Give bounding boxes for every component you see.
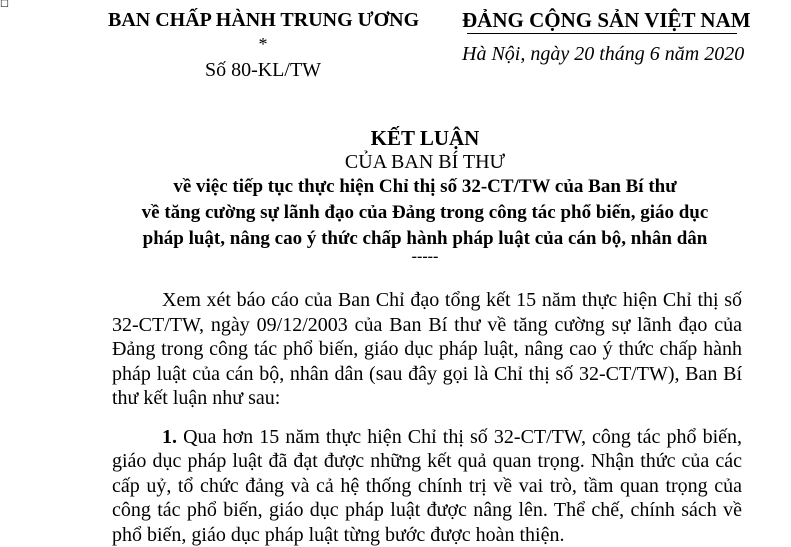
party-underline [467, 33, 737, 34]
intro-paragraph: Xem xét báo cáo của Ban Chỉ đạo tổng kết 15 năm thực hiện Chỉ thị số 32-CT/TW, ngày 09/12/2003 của Ban Bí thư về tăng cường sự lãnh đạo của Đảng trong công tác phổ biến, giáo dục pháp luật, nâng cao ý thức chấp hành pháp luật của cán bộ, nhân dân (sau đây gọi là Chỉ thị số 32-CT/TW), Ban Bí thư kết luận như sau: [112, 288, 742, 411]
subject-line-2: về tăng cường sự lãnh đạo của Đảng trong công tác phổ biến, giáo dục [80, 200, 770, 226]
document-body [112, 288, 742, 547]
point-1-number: 1. [162, 426, 177, 448]
party-header [462, 8, 742, 66]
title-divider: ----- [80, 250, 770, 264]
issuing-body: CỦA BAN BÍ THƯ [80, 150, 770, 174]
doc-number: Số 80-KL/TW [108, 58, 418, 82]
party-name: ĐẢNG CỘNG SẢN VIỆT NAM [462, 8, 742, 32]
separator-star: * [108, 36, 418, 52]
point-1-paragraph [112, 425, 742, 547]
point-1-text: Qua hơn 15 năm thực hiện Chỉ thị số 32-CT/TW, công tác phổ biến, giáo dục pháp luật đã đạt được những kết quả quan trọng. Nhận thức của các cấp uỷ, tổ chức đảng và cả hệ thống chính trị về vai trò, tầm quan trọng của công tác phổ biến, giáo dục pháp luật được nâng lên. Thể chế, chính sách về phổ biến, giáo dục pháp luật từng bước được hoàn thiện. [112, 426, 742, 546]
doc-type: KẾT LUẬN [80, 126, 770, 150]
subject-line-1: về việc tiếp tục thực hiện Chỉ thị số 32-CT/TW của Ban Bí thư [80, 174, 770, 200]
title-block [80, 126, 770, 264]
issuer-org: BAN CHẤP HÀNH TRUNG ƯƠNG [108, 8, 418, 32]
issuer-header [108, 8, 418, 82]
subject-line-3: pháp luật, nâng cao ý thức chấp hành pháp luật của cán bộ, nhân dân [80, 226, 770, 252]
date-line: Hà Nội, ngày 20 tháng 6 năm 2020 [462, 42, 742, 66]
corner-mark: ☐ [0, 0, 9, 10]
